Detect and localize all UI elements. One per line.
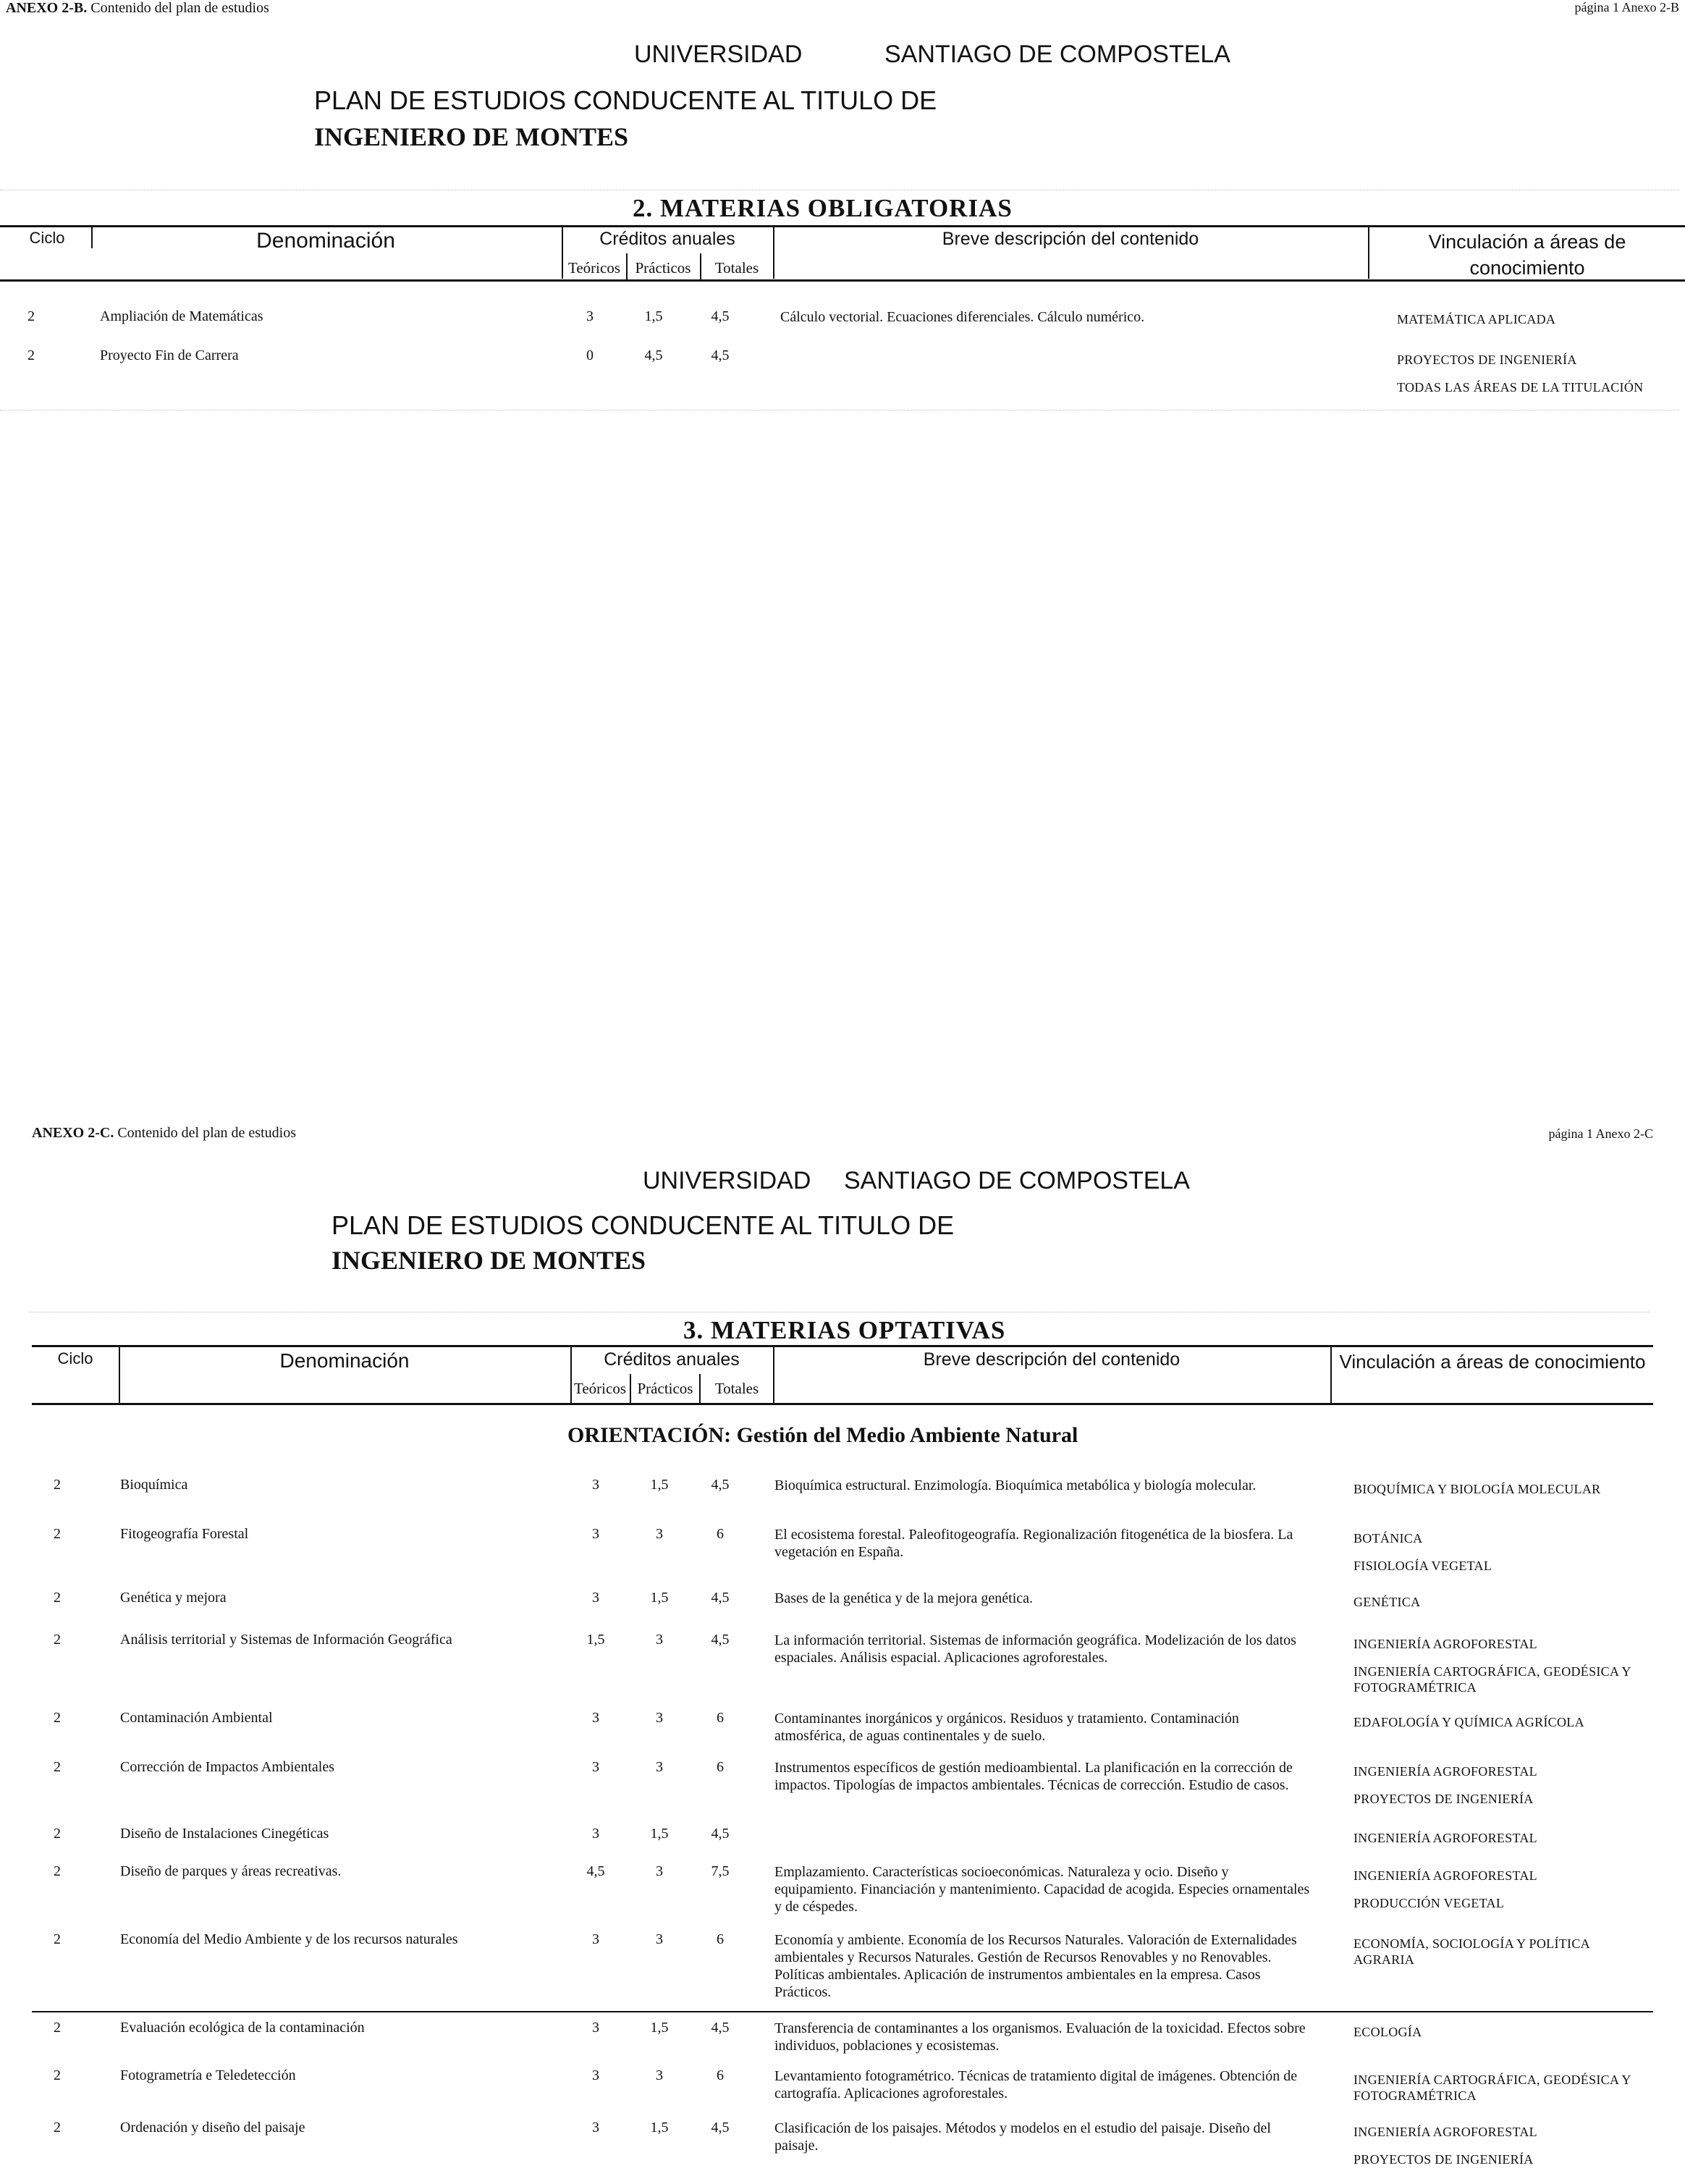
row-practicos: 3 [656, 1931, 663, 1947]
row-ciclo: 2 [54, 1526, 61, 1542]
row-teoricos: 3 [592, 1710, 599, 1726]
row-area: PROYECTOS DE INGENIERÍA [1397, 353, 1577, 367]
annex-header [6, 0, 269, 17]
page-ref: página 1 Anexo 2-C [1548, 1126, 1653, 1141]
col-vinculacion: Vinculación a áreas de conocimiento [1428, 231, 1626, 279]
row-area: INGENIERÍA AGROFORESTAL [1354, 1637, 1537, 1651]
row-area: ECONOMÍA, SOCIOLOGÍA Y POLÍTICA AGRARIA [1354, 1936, 1589, 1967]
row-teoricos: 3 [586, 308, 594, 324]
university-name: SANTIAGO DE COMPOSTELA [884, 41, 1230, 68]
row-practicos: 1,5 [650, 1590, 669, 1606]
row-area: MATEMÁTICA APLICADA [1397, 312, 1556, 326]
section-title: 2. MATERIAS OBLIGATORIAS [633, 194, 1013, 222]
row-area: TODAS LAS ÁREAS DE LA TITULACIÓN [1397, 380, 1644, 395]
row-teoricos: 3 [592, 2120, 599, 2135]
section-title: 3. MATERIAS OPTATIVAS [683, 1316, 1006, 1344]
row-teoricos: 3 [592, 2020, 599, 2036]
row-description: Economía y ambiente. Economía de los Recursos Naturales. Valoración de Externalidades ambientales y Recursos Naturales. Gestión de Recursos Renovables y no Renovables. Políticas ambientales. Aplicación de instrumentos ambientales en la empresa. Casos Prácticos. [774, 1932, 1297, 2000]
row-name: Corrección de Impactos Ambientales [120, 1759, 335, 1775]
col-practicos: Prácticos [637, 1380, 693, 1397]
row-area: PRODUCCIÓN VEGETAL [1354, 1896, 1505, 1910]
row-name: Fitogeografía Forestal [120, 1526, 249, 1542]
row-practicos: 3 [656, 1632, 663, 1648]
row-ciclo: 2 [54, 2020, 61, 2036]
row-teoricos: 3 [592, 1759, 599, 1775]
annex-code: ANEXO 2-C. [32, 1125, 114, 1141]
row-description: Bases de la genética y de la mejora genética. [774, 1590, 1034, 1606]
row-totales: 4,5 [711, 2020, 730, 2036]
col-ciclo: Ciclo [57, 1349, 93, 1367]
col-teoricos: Teóricos [573, 1380, 626, 1397]
row-practicos: 3 [656, 1863, 663, 1879]
row-practicos: 1,5 [650, 1477, 669, 1493]
row-area: INGENIERÍA AGROFORESTAL [1354, 1831, 1537, 1845]
row-ciclo: 2 [54, 1931, 61, 1947]
orientation-label: ORIENTACIÓN: [567, 1423, 732, 1447]
annex-code: ANEXO 2-B. [6, 0, 88, 16]
row-teoricos: 0 [586, 347, 594, 363]
col-denominacion: Denominación [256, 229, 395, 253]
row-name: Ampliación de Matemáticas [100, 308, 263, 324]
row-ciclo: 2 [28, 308, 35, 324]
row-totales: 4,5 [711, 1590, 730, 1606]
row-description: Cálculo vectorial. Ecuaciones diferenciales. Cálculo numérico. [780, 309, 1145, 325]
row-description: Instrumentos específicos de gestión medioambiental. La planificación en la corrección de impactos. Tipologías de impactos ambientales. Técnicas de corrección. Estudio de casos. [774, 1760, 1293, 1793]
row-name: Bioquímica [120, 1477, 188, 1493]
row-practicos: 3 [656, 1526, 663, 1542]
row-totales: 6 [717, 2067, 724, 2083]
row-description: Levantamiento fotogramétrico. Técnicas de tratamiento digital de imágenes. Obtención de cartografía. Aplicaciones agroforestales. [774, 2068, 1298, 2101]
row-teoricos: 3 [592, 1526, 599, 1542]
row-practicos: 1,5 [650, 2120, 669, 2135]
annex-title: Contenido del plan de estudios [117, 1125, 296, 1141]
row-practicos: 1,5 [650, 1826, 669, 1842]
row-practicos: 3 [656, 2067, 663, 2083]
row-totales: 6 [717, 1931, 724, 1947]
row-ciclo: 2 [54, 2067, 61, 2083]
row-practicos: 4,5 [644, 347, 663, 363]
row-description: Emplazamiento. Características socioeconómicas. Naturaleza y ocio. Diseño y equipamiento. Financiación y mantenimiento. Capacidad de acogida. Especies ornamentales y de céspedes. [774, 1864, 1310, 1915]
col-denominacion: Denominación [279, 1349, 410, 1372]
row-totales: 4,5 [711, 347, 730, 363]
row-name: Proyecto Fin de Carrera [100, 347, 239, 363]
row-teoricos: 4,5 [586, 1863, 605, 1879]
orientation-name: Gestión del Medio Ambiente Natural [736, 1423, 1078, 1447]
row-teoricos: 3 [592, 1590, 599, 1606]
col-practicos: Prácticos [635, 259, 691, 277]
row-description: Clasificación de los paisajes. Métodos y modelos en el estudio del paisaje. Diseño del paisaje. [774, 2120, 1271, 2154]
annex-header [32, 1125, 296, 1142]
col-vinculacion: Vinculación a áreas de conocimiento [1339, 1351, 1646, 1373]
row-teoricos: 1,5 [586, 1632, 605, 1648]
row-practicos: 1,5 [644, 308, 663, 324]
row-ciclo: 2 [54, 1759, 61, 1775]
row-name: Ordenación y diseño del paisaje [120, 2120, 305, 2135]
row-totales: 4,5 [711, 2120, 730, 2135]
col-creditos: Créditos anuales [599, 229, 735, 249]
row-totales: 4,5 [711, 1477, 730, 1493]
row-description: Bioquímica estructural. Enzimología. Bioquímica metabólica y biología molecular. [774, 1477, 1257, 1493]
row-ciclo: 2 [54, 1590, 61, 1606]
row-totales: 6 [717, 1526, 724, 1542]
row-ciclo: 2 [54, 1477, 61, 1493]
row-practicos: 1,5 [650, 2020, 669, 2036]
row-ciclo: 2 [54, 1632, 61, 1648]
row-teoricos: 3 [592, 1477, 599, 1493]
annex-title: Contenido del plan de estudios [90, 0, 269, 16]
col-descripcion: Breve descripción del contenido [923, 1349, 1181, 1370]
row-practicos: 3 [656, 1759, 663, 1775]
row-ciclo: 2 [54, 2120, 61, 2135]
plan-title: PLAN DE ESTUDIOS CONDUCENTE AL TITULO DE [314, 85, 937, 115]
col-descripcion: Breve descripción del contenido [942, 229, 1199, 249]
row-name: Análisis territorial y Sistemas de Información Geográfica [120, 1632, 452, 1648]
row-name: Diseño de Instalaciones Cinegéticas [120, 1826, 329, 1842]
row-area: ECOLOGÍA [1354, 2025, 1422, 2039]
row-totales: 6 [717, 1710, 724, 1726]
row-ciclo: 2 [28, 347, 35, 363]
row-area: INGENIERÍA AGROFORESTAL [1354, 2125, 1537, 2139]
row-ciclo: 2 [54, 1863, 61, 1879]
university-name: SANTIAGO DE COMPOSTELA [844, 1167, 1190, 1194]
row-area: INGENIERÍA CARTOGRÁFICA, GEODÉSICA Y FOTOGRAMÉTRICA [1354, 1664, 1631, 1695]
university-label: UNIVERSIDAD [634, 41, 803, 68]
row-area: BIOQUÍMICA Y BIOLOGÍA MOLECULAR [1354, 1482, 1601, 1496]
row-area: BOTÁNICA [1354, 1531, 1423, 1546]
university-label: UNIVERSIDAD [643, 1167, 811, 1194]
row-practicos: 3 [656, 1710, 663, 1726]
col-teoricos: Teóricos [567, 259, 620, 277]
row-totales: 4,5 [711, 1826, 730, 1842]
row-description: Contaminantes inorgánicos y orgánicos. Residuos y tratamiento. Contaminación atmosférica, de aguas continentales y de suelo. [774, 1711, 1239, 1744]
row-area: FISIOLOGÍA VEGETAL [1354, 1559, 1492, 1573]
row-totales: 4,5 [711, 308, 730, 324]
row-separator [32, 2011, 1653, 2012]
row-ciclo: 2 [54, 1826, 61, 1842]
orientation-heading [567, 1423, 1078, 1448]
row-area: INGENIERÍA AGROFORESTAL [1354, 1868, 1537, 1883]
row-area: PROYECTOS DE INGENIERÍA [1354, 2152, 1534, 2167]
row-totales: 4,5 [711, 1632, 730, 1648]
row-ciclo: 2 [54, 1710, 61, 1726]
row-name: Fotogrametría e Teledetección [120, 2067, 296, 2083]
row-teoricos: 3 [592, 1826, 599, 1842]
degree-title: INGENIERO DE MONTES [314, 122, 629, 151]
row-name: Diseño de parques y áreas recreativas. [120, 1863, 342, 1879]
row-area: EDAFOLOGÍA Y QUÍMICA AGRÍCOLA [1354, 1715, 1584, 1729]
row-area: GENÉTICA [1354, 1595, 1421, 1609]
row-name: Genética y mejora [120, 1590, 227, 1606]
col-ciclo: Ciclo [29, 229, 65, 247]
row-description: Transferencia de contaminantes a los organismos. Evaluación de la toxicidad. Efectos sobre individuos, poblaciones y ecosistemas. [774, 2020, 1306, 2054]
row-area: INGENIERÍA CARTOGRÁFICA, GEODÉSICA Y FOTOGRAMÉTRICA [1354, 2073, 1631, 2103]
col-creditos: Créditos anuales [604, 1349, 740, 1370]
row-name: Contaminación Ambiental [120, 1710, 273, 1726]
row-area: PROYECTOS DE INGENIERÍA [1354, 1792, 1534, 1806]
row-totales: 6 [717, 1759, 724, 1775]
row-description: El ecosistema forestal. Paleofitogeografía. Regionalización fitogenética de la biosfera. La vegetación en España. [774, 1527, 1293, 1560]
col-totales: Totales [714, 259, 759, 277]
row-totales: 7,5 [711, 1863, 730, 1879]
row-name: Economía del Medio Ambiente y de los recursos naturales [120, 1931, 458, 1947]
row-teoricos: 3 [592, 2067, 599, 2083]
row-teoricos: 3 [592, 1931, 599, 1947]
row-area: INGENIERÍA AGROFORESTAL [1354, 1764, 1537, 1779]
col-totales: Totales [714, 1380, 759, 1397]
row-name: Evaluación ecológica de la contaminación [120, 2020, 365, 2036]
row-description: La información territorial. Sistemas de información geográfica. Modelización de los datos espaciales. Análisis espacial. Aplicaciones agroforestales. [774, 1632, 1296, 1666]
degree-title: INGENIERO DE MONTES [331, 1246, 646, 1275]
page-ref: página 1 Anexo 2-B [1574, 0, 1679, 14]
plan-title: PLAN DE ESTUDIOS CONDUCENTE AL TITULO DE [331, 1210, 955, 1240]
